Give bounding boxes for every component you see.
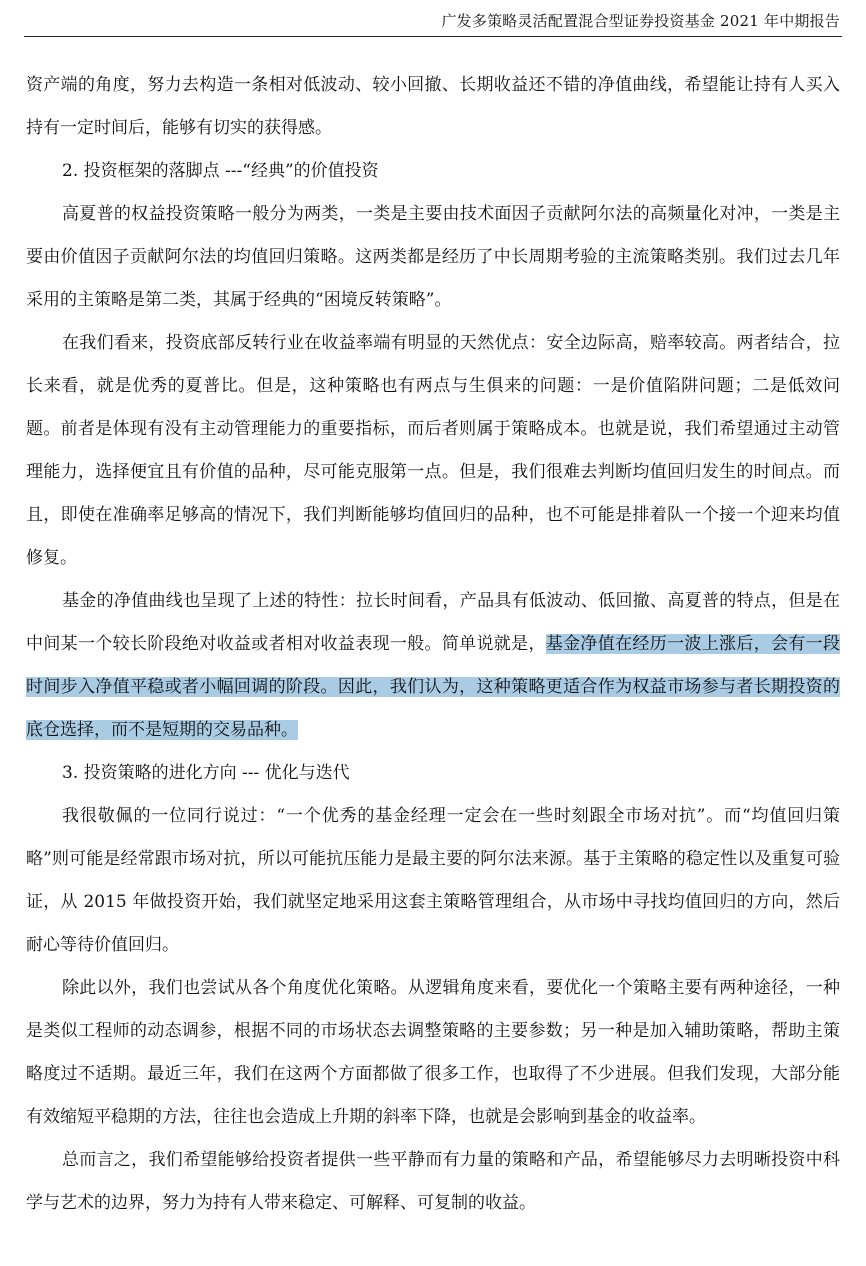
- paragraph-continuation: 资产端的角度，努力去构造一条相对低波动、较小回撤、长期收益还不错的净值曲线，希望能让持有人买入持有一定时间后，能够有切实的获得感。: [26, 75, 840, 138]
- paragraph-conclusion: 总而言之，我们希望能够给投资者提供一些平静而有力量的策略和产品，希望能够尽力去明晰投资中科学与艺术的边界，努力为持有人带来稳定、可解释、可复制的收益。: [26, 1150, 840, 1213]
- page-header: [24, 0, 842, 37]
- nav-curve-text: 基金的净值曲线也呈现了上述的特性：拉长时间看，产品具有低波动、低回撤、高夏普的特点，但是在中间某一个较长阶段绝对收益或者相对收益表现一般。简单说就是，: [26, 591, 840, 654]
- highlighted-selection[interactable]: 基金净值在经历一波上涨后，会有一段时间步入净值平稳或者小幅回调的阶段。因此，我们认为，这种策略更适合作为权益市场参与者长期投资的底仓选择，而不是短期的交易品种。: [26, 634, 840, 740]
- paragraph-nav-curve: [26, 580, 840, 752]
- paragraph-reversal-analysis: 在我们看来，投资底部反转行业在收益率端有明显的天然优点：安全边际高，赔率较高。两者结合，拉长来看，就是优秀的夏普比。但是，这种策略也有两点与生俱来的问题：一是价值陷阱问题；二是低效问题。前者是体现有没有主动管理能力的重要指标，而后者则属于策略成本。也就是说，我们希望通过主动管理能力，选择便宜且有价值的品种，尽可能克服第一点。但是，我们很难去判断均值回归发生的时间点。而且，即使在准确率足够高的情况下，我们判断能够均值回归的品种，也不可能是排着队一个接一个迎来均值修复。: [26, 333, 840, 568]
- document-body: [26, 64, 840, 1225]
- section-heading-2: 2. 投资框架的落脚点 ---“经典”的价值投资: [62, 161, 379, 181]
- report-title: 广发多策略灵活配置混合型证券投资基金 2021 年中期报告: [441, 12, 840, 30]
- section-heading-3: 3. 投资策略的进化方向 --- 优化与迭代: [62, 763, 350, 783]
- paragraph-market-confrontation: 我很敬佩的一位同行说过：“一个优秀的基金经理一定会在一些时刻跟全市场对抗”。而“均值回归策略”则可能是经常跟市场对抗，所以可能抗压能力是最主要的阿尔法来源。基于主策略的稳定性以及重复可验证，从 2015 年做投资开始，我们就坚定地采用这套主策略管理组合，从市场中寻找均值回归的方向，然后耐心等待价值回归。: [26, 806, 840, 955]
- paragraph-strategy-optimization: 除此以外，我们也尝试从各个角度优化策略。从逻辑角度来看，要优化一个策略主要有两种途径，一种是类似工程师的动态调参，根据不同的市场状态去调整策略的主要参数；另一种是加入辅助策略，帮助主策略度过不适期。最近三年，我们在这两个方面都做了很多工作，也取得了不少进展。但我们发现，大部分能有效缩短平稳期的方法，往往也会造成上升期的斜率下降，也就是会影响到基金的收益率。: [26, 978, 840, 1127]
- paragraph-strategy-types: 高夏普的权益投资策略一般分为两类，一类是主要由技术面因子贡献阿尔法的高频量化对冲，一类是主要由价值因子贡献阿尔法的均值回归策略。这两类都是经历了中长周期考验的主流策略类别。我们过去几年采用的主策略是第二类，其属于经典的“困境反转策略”。: [26, 204, 840, 310]
